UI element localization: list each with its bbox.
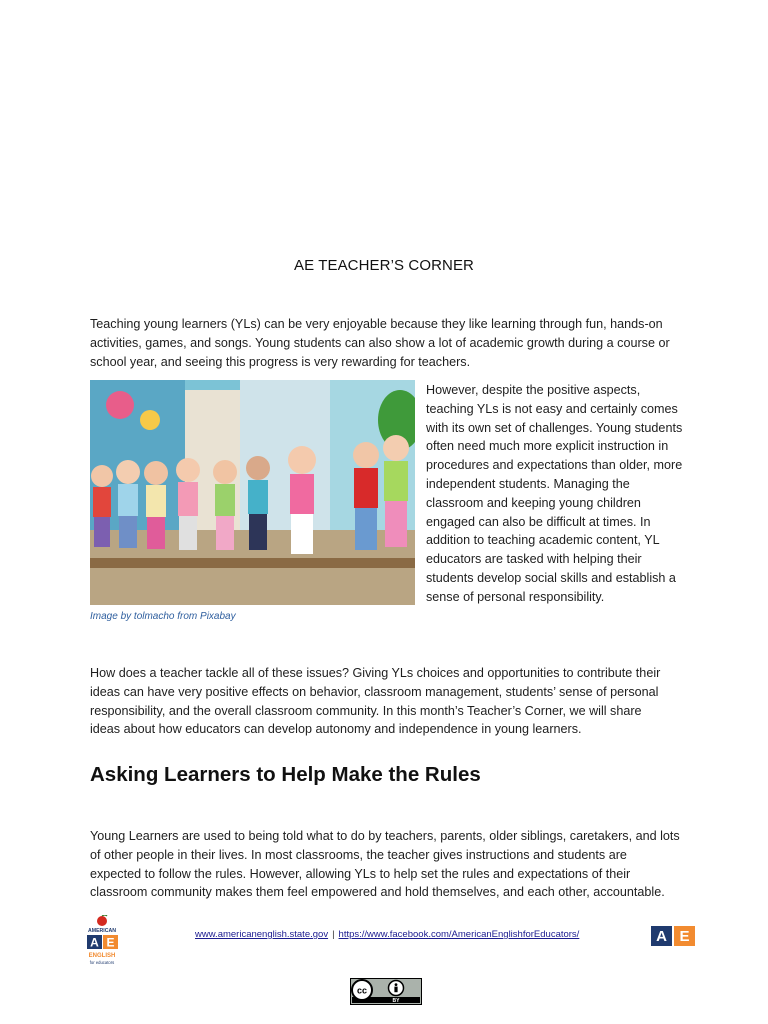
cc-by-license-badge <box>350 978 422 1005</box>
classroom-photo <box>90 380 415 605</box>
facebook-link[interactable]: https://www.facebook.com/AmericanEnglishforEducators/ <box>338 929 580 940</box>
logo-for-educators-text: for educators <box>89 960 115 965</box>
body-paragraph: How does a teacher tackle all of these issues? Giving YLs choices and opportunities to contribute their ideas can have very positive effects on behavior, classroom management, students’ sense of personal responsibility, and the overall classroom community. In this month’s Teacher’s Corner, we will share ideas about how educators can develop autonomy and independence in young learners. <box>90 666 661 737</box>
ae-mark-a: A <box>651 926 672 946</box>
page-title: AE TEACHER’S CORNER <box>294 257 474 274</box>
photo-caption: Image by tolmacho from Pixabay <box>90 611 236 622</box>
footer-separator: | <box>332 929 335 940</box>
intro-paragraph: Teaching young learners (YLs) can be very enjoyable because they like learning through fun, hands-on activities, games, and songs. Young students can also show a lot of academic growth during a course or school year, and seeing this progress is very rewarding for teachers. <box>90 317 670 369</box>
americanenglish-link[interactable]: www.americanenglish.state.gov <box>195 929 329 940</box>
logo-a-letter: A <box>90 935 99 950</box>
logo-american-text: AMERICAN <box>88 928 116 934</box>
logo-english-text: ENGLISH <box>88 953 116 959</box>
by-label: BY <box>392 998 400 1004</box>
logo-e-letter: E <box>106 935 115 950</box>
side-paragraph: However, despite the positive aspects, teaching YLs is not easy and certainly comes with its own set of challenges. Young students often need much more explicit instruction in procedures and expectations than older, more independent students. Managing the classroom and keeping young children engaged can also be difficult at times. In addition to teaching academic content, YL educators are tasked with helping their students develop social skills and establish a sense of personal responsibility. <box>426 383 683 604</box>
ae-brand-mark <box>651 926 695 946</box>
ae-mark-e: E <box>674 926 695 946</box>
cc-icon: cc <box>356 985 368 996</box>
section-paragraph: Young Learners are used to being told what to do by teachers, parents, older siblings, caretakers, and lots of other people in their lives. In most classrooms, the teacher gives instructions and students are expected to follow the rules. However, allowing YLs to help set the rules and expectations of their classroom community makes them feel empowered and hold themselves, and each other, accountable. <box>90 829 680 900</box>
footer-links <box>195 929 579 940</box>
section-heading: Asking Learners to Help Make the Rules <box>90 763 481 786</box>
american-english-logo <box>84 915 122 970</box>
